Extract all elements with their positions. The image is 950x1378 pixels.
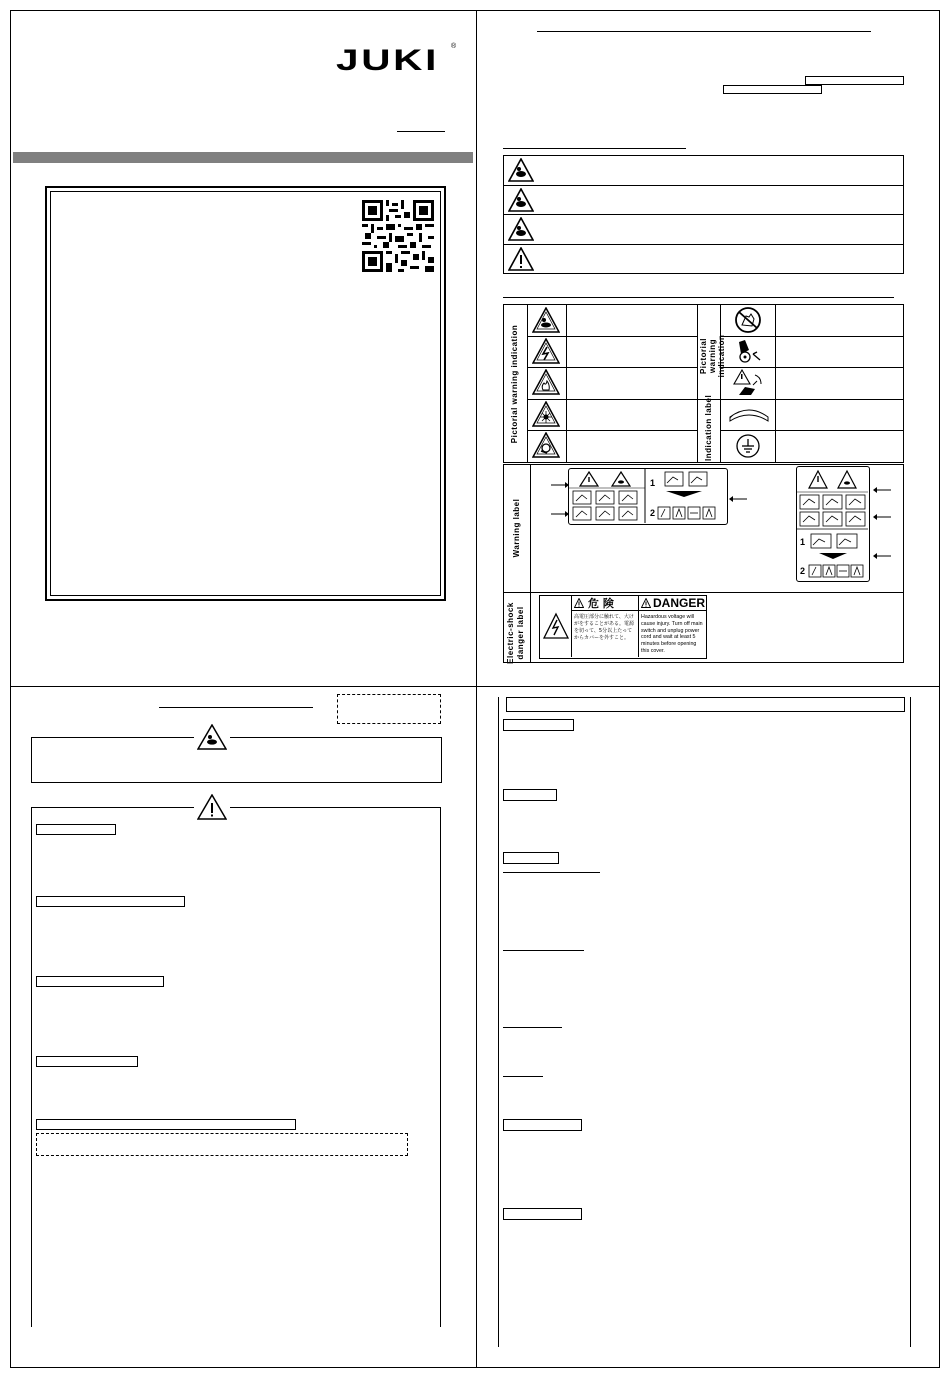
q4-heading-box-5: [503, 1208, 582, 1220]
general-warning-icon: [508, 247, 534, 271]
pictorial-warning-indication-label: Pictorial warning indication: [510, 324, 519, 444]
q3-heading-box-4: [36, 1056, 138, 1067]
danger-label-jp-text: 高電圧部分に触れて、大けがをすることがある。電源を切って、5分以上たってからカバーを外すこと。: [574, 614, 635, 641]
general-warning-icon: [574, 598, 584, 608]
general-warning-icon: [641, 598, 651, 608]
laser-icon: [532, 401, 560, 427]
q3-title-rule: [159, 707, 313, 708]
hand-pinch-warning-icon: [194, 724, 230, 750]
danger-label-en-text: Hazardous voltage will cause injury. Turn off main switch and unplug power cord and wait at least 5 minutes before opening this cover.: [641, 614, 703, 654]
qr-code-icon: [362, 200, 434, 272]
q3-heading-box-5: [36, 1119, 296, 1130]
ground-icon: [735, 433, 761, 459]
hand-pinch-warning-icon: [532, 307, 560, 333]
danger-label-bolt-box: [540, 596, 572, 657]
hot-surface-icon: [532, 369, 560, 395]
pointer-arrow: [873, 508, 891, 526]
q3-dashed-note: [36, 1133, 408, 1156]
direction-arrow-icon: [728, 403, 770, 425]
tilt-machine-icon: [733, 369, 767, 397]
danger-label-en-title: DANGER: [653, 596, 706, 610]
no-hands-icon: [733, 306, 763, 334]
q4-heading-box-1: [503, 719, 574, 731]
q3-dashed-box: [337, 694, 441, 724]
belt-entanglement-icon: [532, 432, 560, 458]
warning-label-vertical: [796, 466, 870, 582]
q3-heading-box-1: [36, 824, 116, 835]
q4-content-frame: [498, 697, 911, 1347]
electric-shock-danger-label-label: Electric-shock danger label: [506, 602, 525, 664]
q4-heading-box-2: [503, 789, 557, 801]
horizontal-divider: [10, 686, 940, 687]
q4-heading-box-4: [503, 1119, 582, 1131]
warning-label-label: Warning label: [512, 498, 521, 558]
q2-ref-box-2: [723, 85, 822, 94]
electric-shock-icon: [532, 338, 560, 364]
electric-shock-icon: [540, 596, 572, 657]
q3-heading-box-2: [36, 896, 185, 907]
pointer-arrow: [551, 505, 569, 523]
cover-gray-band: [13, 152, 473, 163]
warning-label-horizontal: [568, 468, 728, 525]
warning-label-v-step-2: 2: [800, 566, 806, 576]
q2-section-rule-2: [503, 297, 894, 298]
warning-label-step-1: 1: [650, 478, 656, 488]
juki-logo: JUKI: [336, 44, 440, 77]
q3-heading-box-3: [36, 976, 164, 987]
q2-section-rule: [503, 148, 686, 149]
warning-label-v-step-1: 1: [800, 537, 806, 547]
pointer-arrow: [873, 481, 891, 499]
q3-warning-box: [31, 807, 441, 1327]
hand-pinch-warning-icon: [508, 158, 534, 182]
q3-danger-box: [31, 737, 442, 783]
hand-pinch-warning-icon: [508, 217, 534, 241]
danger-label-jp-title: 危 険: [588, 597, 614, 610]
pointer-arrow: [729, 490, 747, 508]
hand-pinch-warning-icon: [508, 188, 534, 212]
pictorial-warning-indication-right-label: Pictorial warning indication: [699, 334, 726, 378]
pulley-icon: [733, 338, 763, 364]
indication-label-label: Indication label: [704, 394, 713, 461]
q4-subheading-rule-4: [503, 1076, 543, 1077]
warning-label-step-2: 2: [650, 508, 656, 518]
cover-rule-short: [397, 131, 445, 132]
pointer-arrow: [873, 547, 891, 565]
q2-ref-box-1: [805, 76, 904, 85]
vertical-divider: [476, 10, 477, 1368]
q4-subheading-rule-2: [503, 950, 584, 951]
q4-subheading-rule-1: [503, 872, 600, 873]
registered-mark: ®: [451, 43, 457, 50]
q4-heading-box-3: [503, 852, 559, 864]
q2-title-rule: [537, 31, 871, 32]
q4-subheading-rule-3: [503, 1027, 562, 1028]
danger-label: [539, 595, 707, 659]
pointer-arrow: [551, 476, 569, 494]
general-warning-icon: [194, 794, 230, 820]
